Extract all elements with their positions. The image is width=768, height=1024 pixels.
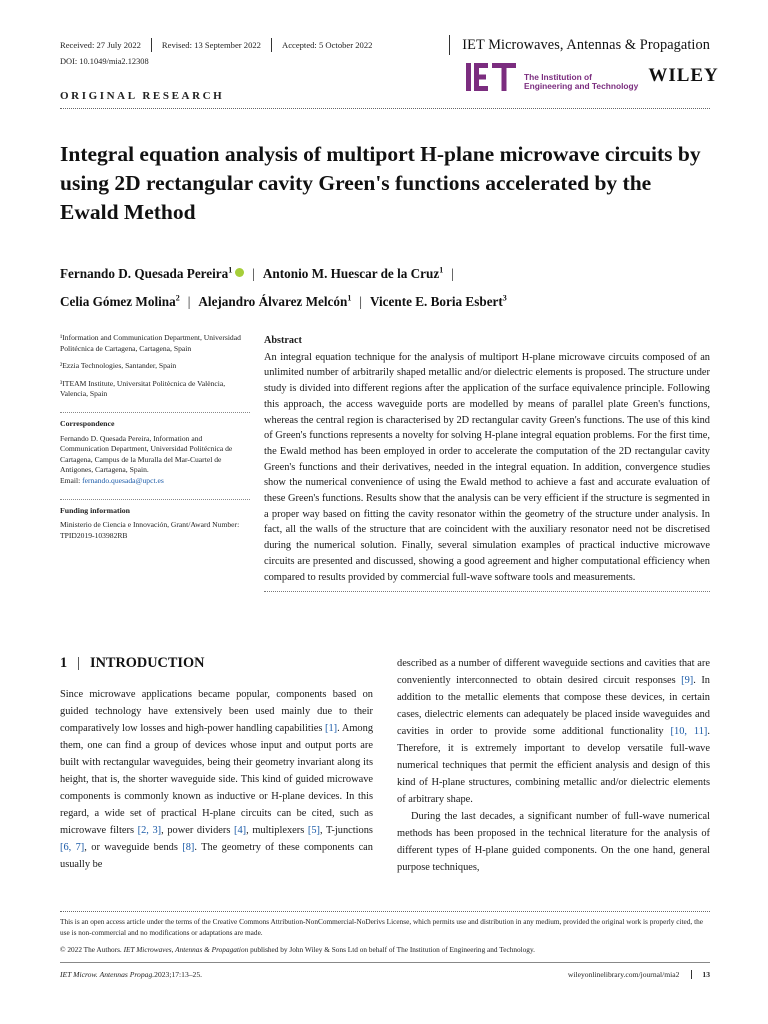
iet-logo [466,61,638,91]
orcid-icon[interactable] [235,268,244,277]
affiliation-2: ²Ezzia Technologies, Santander, Spain [60,361,177,371]
section-heading [60,655,204,672]
citation-link[interactable]: [1] [325,723,338,734]
section-number: 1 [60,655,68,671]
author-separator: | [359,293,362,309]
iet-logo-text-line2: Engineering and Technology [524,81,639,91]
author-name: Celia Gómez Molina$^2$ [60,293,180,309]
author-list [60,259,710,314]
email-label: Email: [60,475,83,485]
correspondence-email-line [60,476,250,487]
citation-link[interactable]: [4] [233,825,247,836]
author-affiliation-marker: 1 [347,293,352,303]
author-separator: | [451,266,454,282]
article-title: Integral equation analysis of multiport H-plane microwave circuits by using 2D rectangular cavity Green's functions accelerated by the Ewald Method [60,142,701,224]
page-number: 13 [691,970,710,979]
author-name: Antonio M. Huescar de la Cruz$^1$ [262,266,444,282]
author-separator: | [187,293,191,309]
article-type: ORIGINAL RESEARCH [60,90,225,102]
citation-details: 2023;17:13–25. [154,970,203,979]
license-notice: This is an open access article under the terms of the Creative Commons Attribution-NonCommercial-NoDerivs License, which permits use and distribution in any medium, provided the original work is properly cited, the use is non-commercial and no modifications or adaptations are made. [60,917,703,937]
journal-header [60,37,710,53]
intro-paragraph-1: Since microwave applications became popular, components based on guided technology have extensively been used mainly due to their comparatively low losses and high-power handling capabilities [1]. Among them, one can find a group of devices whose input and output ports are built with rectangular waveguides, being their geometry invariant along its height, that is, the shorter waveguide side. This kind of guided microwave components is commonly known as inductive or H-plane devices. In this regard, a wide set of practical H-plane circuits can be cited, such as microwave filters [2, 3], power dividers [4], multiplexers [5], T-junctions [6, 7], or waveguide bends [8]. The geometry of these components can usually be [60,689,374,870]
footer-rule [60,962,710,963]
publisher-logos [466,61,719,91]
intro-column-1 [60,686,373,873]
author-affiliation-marker: 3 [502,293,507,303]
citation-link[interactable]: [9] [681,675,694,686]
correspondence-heading: Correspondence [60,412,250,430]
abstract-body: An integral equation technique for the analysis of multiport H-plane microwave circuits composed of an unlimited number of arbitrarily shaped metallic and/or dielectric elements is proposed. The structure under study is divided into different regions after the application of the surface equivalence principle. Following this approach, the access waveguide ports are modelled by means of parallel plate Green's functions, whereas the central region is characterised by 2D rectangular cavity Green's functions. The use of this kind of Green's functions represents a novelty for solving H-plane integral equation problems. For the first time, the Ewald method has been employed in order to accelerate the computation of the 2D rectangular cavity Green's functions and their derivatives, needed in the integral equation. In addition, convergence studies show the numerical convenience of using the Ewald method to achieve a fast and accurate evaluation of these Green's functions. Results show that the analysis can be very efficient if the structure is segmented in a proper way based on fitting the cavity resonator within the geometry of the structure under analysis. In fact, all the walls of the structure that are coincident with the auxiliary resonator need not be discretised during the numerical solution. Finally, several simulation examples of practical inductive microwave circuits are presented and discussed, showing a good agreement and higher computational efficiency when compared to results provided by commercial full-wave software tools and measurements. [264,351,710,583]
author-name: Fernando D. Quesada Pereira$^1$ [60,266,233,282]
intro-paragraph-3: During the last decades, a significant number of full-wave numerical methods has been proposed in the technical literature for the analysis of different types of H-plane guided components. On the one hand, general purpose techniques, [397,811,710,873]
abstract-heading: Abstract [264,335,302,346]
author-name: Alejandro Álvarez Melcón$^1$ [198,293,352,309]
citation-link[interactable]: [2, 3] [137,825,162,836]
iet-logo-mark [466,63,518,91]
author-affiliation-marker: 1 [439,266,444,275]
wiley-logo: WILEY [648,65,719,86]
citation-link[interactable]: [6, 7] [60,842,85,853]
intro-paragraph-2: described as a number of different waveguide sections and cavities that are conveniently interconnected to obtain desired circuit responses [9]. In addition to the metallic elements that compose these devices, in certain cases, dielectric elements can adequately be placed inside waveguides and cavities in order to provide some additional functionality [10, 11]. Therefore, it is extremely important to develop versatile full-wave numerical techniques that permit the efficient analysis and design of this kind of H-plane structures, combining metallic and/or dielectric elements of arbitrary shape. [397,658,710,805]
author-separator: | [252,266,255,282]
journal-name: IET Microwaves, Antennas & Propagation [449,35,710,55]
footer-divider [60,911,710,912]
funding-heading: Funding information [60,499,250,517]
copyright-journal: IET Microwaves, Antennas & Propagation [123,945,249,954]
doi: DOI: 10.1049/mia2.12308 [60,57,149,66]
intro-column-2 [397,655,710,876]
author-name: Vicente E. Boria Esbert$^3$ [369,293,507,309]
copyright-notice [60,944,710,955]
section-divider: | [77,655,81,671]
citation-journal: IET Microw. Antennas Propag. [60,970,155,979]
citation-link[interactable]: [8] [182,842,195,853]
journal-website-link[interactable]: wileyonlinelibrary.com/journal/mia2 [567,970,680,979]
citation-link[interactable]: [10, 11] [670,726,708,737]
section-title: INTRODUCTION [90,655,205,671]
affiliation-3: ³ITEAM Institute, Universitat Politècnica de València, Valencia, Spain [60,378,226,399]
affiliation-1: ¹Information and Communication Department, Universidad Politécnica de Cartagena, Cartagena, Spain [60,333,241,353]
page-footer [60,970,710,979]
citation-link[interactable]: [5] [307,825,320,836]
copyright-suffix: published by John Wiley & Sons Ltd on behalf of The Institution of Engineering and Technology. [248,945,535,954]
funding-text: Ministerio de Ciencia e Innovación, Grant/Award Number: TPID2019-103982RB [60,520,240,540]
iet-logo-text-line1: The Institution of [524,72,592,82]
author-affiliation-marker: 2 [175,293,180,303]
correspondence-email-link[interactable]: fernando.quesada@upct.es [82,475,164,485]
abstract [264,333,710,592]
header-divider [60,108,710,109]
copyright-prefix: © 2022 The Authors. [60,945,124,954]
author-affiliation-marker: 1 [228,266,233,275]
iet-logo-text [524,73,638,91]
sidebar-info [60,333,250,548]
received-date: Received: 27 July 2022 [60,40,141,50]
revised-date: Revised: 13 September 2022 [151,38,271,52]
accepted-date: Accepted: 5 October 2022 [271,38,382,52]
correspondence-text: Fernando D. Quesada Pereira, Information and Communication Department, Universidad Politécnica de Cartagena, Campus de la Muralla del Mar-Cuartel de Antigones, Cartagena, Spain. [60,433,233,475]
